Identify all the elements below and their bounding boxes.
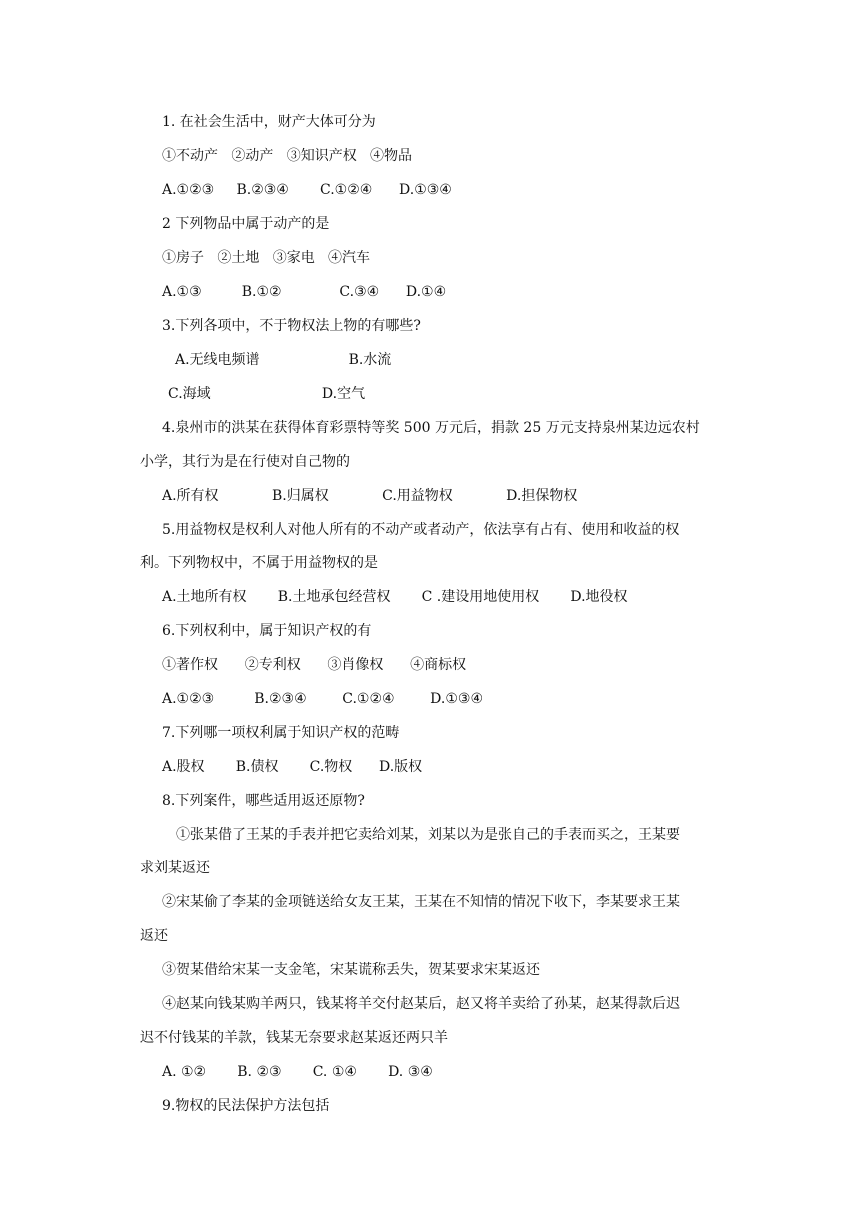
q3-options-ab: A.无线电频谱 B.水流	[175, 352, 392, 368]
question-8: 8.下列案件，哪些适用返还原物?	[162, 793, 365, 809]
question-5-cont: 利。下列物权中，不属于用益物权的是	[140, 555, 378, 571]
q5-options: A.土地所有权 B.土地承包经营权 C .建设用地使用权 D.地役权	[162, 589, 628, 605]
question-7: 7.下列哪一项权利属于知识产权的范畴	[162, 725, 400, 741]
q8-case-2: ②宋某偷了李某的金项链送给女友王某，王某在不知情的情况下收下，李某要求王某	[162, 894, 680, 910]
q4-options: A.所有权 B.归属权 C.用益物权 D.担保物权	[162, 488, 578, 504]
q8-case-4: ④赵某向钱某购羊两只，钱某将羊交付赵某后，赵又将羊卖给了孙某，赵某得款后迟	[162, 996, 680, 1012]
q8-case-1: ①张某借了王某的手表并把它卖给刘某，刘某以为是张自己的手表而买之，王某要	[176, 827, 680, 843]
q8-case-2-cont: 返还	[140, 928, 168, 944]
question-3: 3.下列各项中，不于物权法上物的有哪些?	[162, 318, 421, 334]
q7-options: A.股权 B.债权 C.物权 D.版权	[162, 759, 423, 775]
question-2: 2 下列物品中属于动产的是	[162, 216, 330, 232]
q2-options: A.①③ B.①② C.③④ D.①④	[162, 284, 447, 300]
q1-options: A.①②③ B.②③④ C.①②④ D.①③④	[162, 182, 452, 198]
q1-items: ①不动产 ②动产 ③知识产权 ④物品	[162, 148, 413, 164]
q8-case-3: ③贺某借给宋某一支金笔，宋某谎称丢失，贺某要求宋某返还	[162, 962, 540, 978]
q8-case-4-cont: 迟不付钱某的羊款，钱某无奈要求赵某返还两只羊	[140, 1030, 448, 1046]
q8-options: A. ①② B. ②③ C. ①④ D. ③④	[162, 1064, 433, 1080]
q2-items: ①房子 ②土地 ③家电 ④汽车	[162, 250, 371, 266]
question-1: 1. 在社会生活中，财产大体可分为	[162, 114, 376, 130]
question-4: 4.泉州市的洪某在获得体育彩票特等奖 500 万元后，捐款 25 万元支持泉州某边远农村	[162, 420, 700, 436]
question-5: 5.用益物权是权利人对他人所有的不动产或者动产，依法享有占有、使用和收益的权	[162, 522, 680, 538]
q6-items: ①著作权 ②专利权 ③肖像权 ④商标权	[162, 657, 467, 673]
q6-options: A.①②③ B.②③④ C.①②④ D.①③④	[162, 691, 484, 707]
question-9: 9.物权的民法保护方法包括	[162, 1098, 330, 1114]
question-4-cont: 小学，其行为是在行使对自己物的	[140, 454, 350, 470]
question-6: 6.下列权利中，属于知识产权的有	[162, 623, 372, 639]
q3-options-cd: C.海域 D.空气	[168, 386, 366, 402]
q8-case-1-cont: 求刘某返还	[140, 860, 210, 876]
